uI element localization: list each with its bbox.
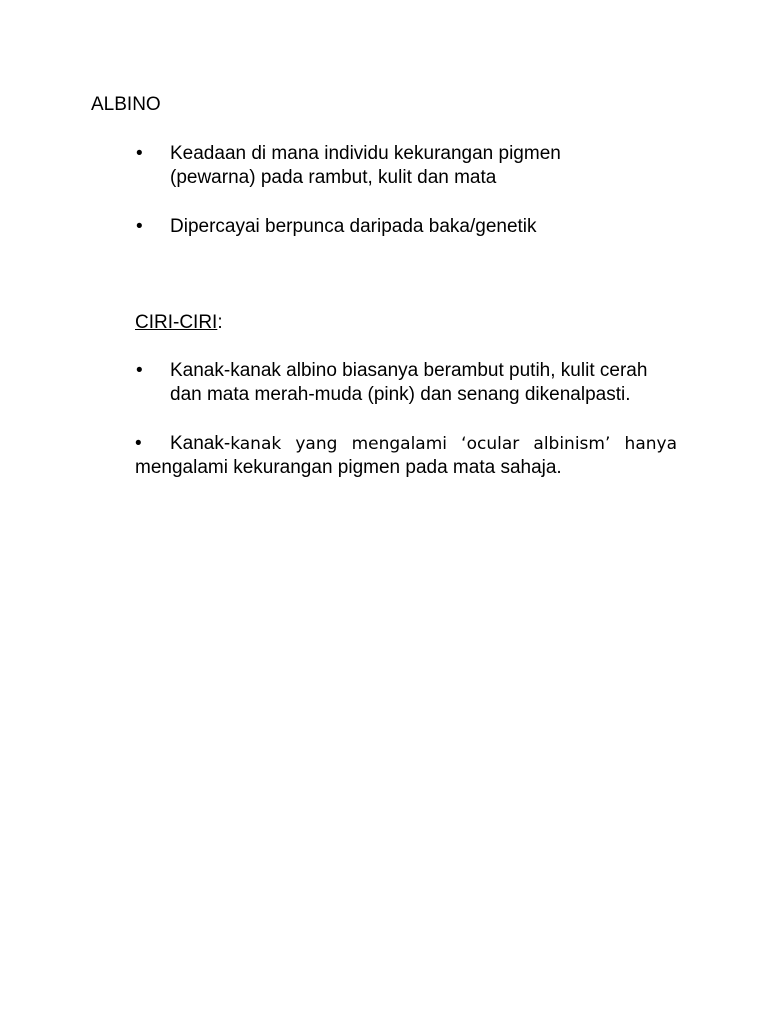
bullet-icon: • xyxy=(136,216,143,237)
list-item xyxy=(135,142,680,190)
list-item-line: dan mata merah-muda (pink) dan senang dikenalpasti. xyxy=(170,384,631,405)
definition-list xyxy=(135,142,680,239)
paragraph-start: Kanak- xyxy=(170,433,231,454)
characteristics-heading-text: CIRI-CIRI xyxy=(135,312,218,333)
paragraph-middle: kanak yang mengalami ‘ocular albinism’ hanya xyxy=(230,434,677,454)
bullet-icon: • xyxy=(136,143,143,164)
paragraph-end: mengalami kekurangan pigmen pada mata sahaja. xyxy=(135,457,562,478)
bullet-icon: • xyxy=(135,433,142,454)
list-item-line: Kanak-kanak albino biasanya berambut putih, kulit cerah xyxy=(170,360,648,381)
list-item-line: Dipercayai berpunca daripada baka/genetik xyxy=(170,216,537,237)
document-title: ALBINO xyxy=(91,94,161,115)
characteristics-list xyxy=(135,359,680,407)
list-item xyxy=(135,215,680,239)
list-item xyxy=(135,359,680,407)
characteristics-heading xyxy=(135,311,223,335)
characteristics-heading-colon: : xyxy=(217,312,223,333)
list-item-line: Keadaan di mana individu kekurangan pigmen xyxy=(170,143,561,164)
list-item-line: (pewarna) pada rambut, kulit dan mata xyxy=(170,167,497,188)
ocular-albinism-paragraph xyxy=(135,432,677,480)
bullet-icon: • xyxy=(136,360,143,381)
